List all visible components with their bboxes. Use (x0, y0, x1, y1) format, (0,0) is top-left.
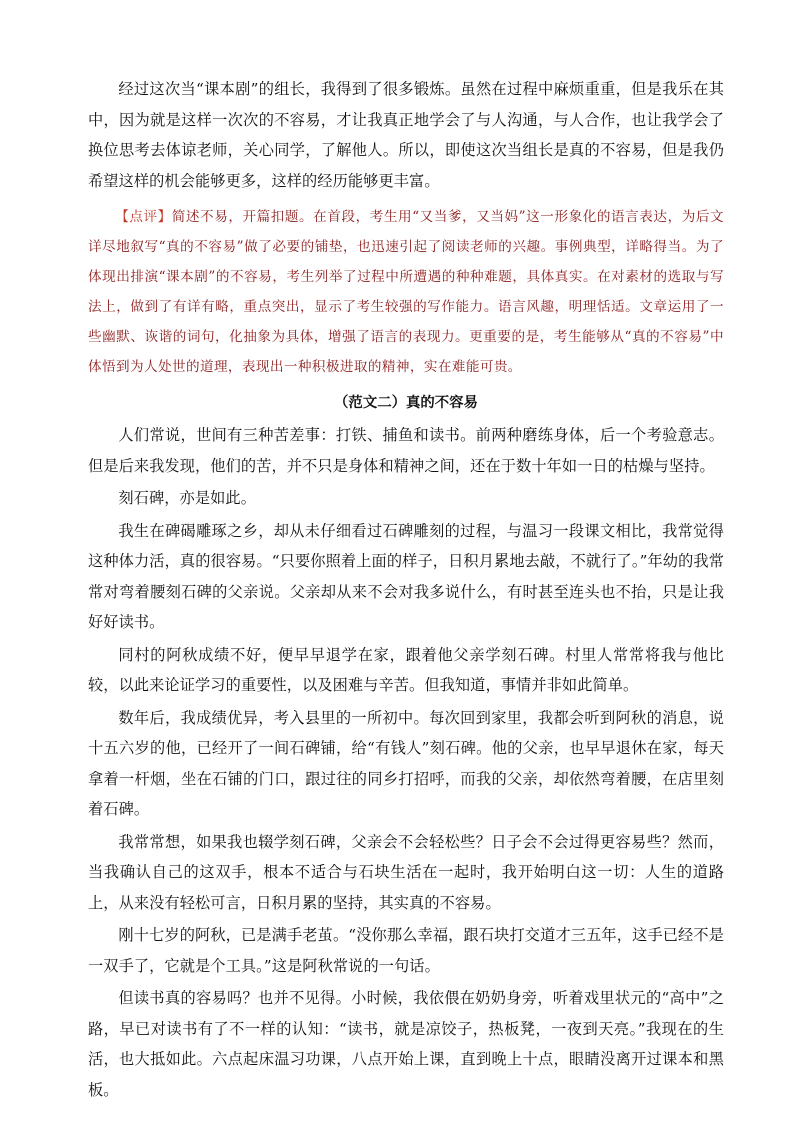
paragraph-3: 刻石碑，亦是如此。 (118, 489, 256, 507)
paragraph-4: 我生在碑碣雕琢之乡，却从未仔细看过石碑雕刻的过程，与温习一段课文相比，我常觉得这种体力活，真的很容易。“只要你照着上面的样子，日积月累地去敲，不就行了。”年幼的我常常对弯着腰刻石碑的父亲说。父亲却从来不会对我多说什么，有时甚至连头也不抬，只是让我好好读书。 (88, 521, 724, 631)
paragraph-2: 人们常说，世间有三种苦差事：打铁、捕鱼和读书。前两种磨练身体，后一个考验意志。但是后来我发现，他们的苦，并不只是身体和精神之间，还在于数十年如一日的枯燥与坚持。 (88, 426, 724, 475)
comment-text: 简述不易，开篇扣题。在首段，考生用“又当爹，又当妈”这一形象化的语言表达，为后文详尽地叙写“真的不容易”做了必要的铺垫，也迅速引起了阅读老师的兴趣。事例典型，详略得当。为了体现出排演“课本剧”的不容易，考生列举了过程中所遭遇的种种难题，具体真实。在对素材的选取与写法上，做到了有详有略，重点突出，显示了考生较强的写作能力。语言风趣，明理恬适。文章运用了一些幽默、诙谐的词句，化抽象为具体，增强了语言的表现力。更重要的是，考生能够从“真的不容易”中体悟到为人处世的道理，表现出一种积极进取的精神，实在难能可贵。 (88, 209, 724, 375)
paragraph-6: 数年后，我成绩优异，考入县里的一所初中。每次回到家里，我都会听到阿秋的消息，说十五六岁的他，已经开了一间石碑铺，给“有钱人”刻石碑。他的父亲，也早早退休在家，每天拿着一杆烟，坐在石铺的门口，跟过往的同乡打招呼，而我的父亲，却依然弯着腰，在店里刻着石碑。 (88, 708, 724, 818)
paragraph-5: 同村的阿秋成绩不好，便早早退学在家，跟着他父亲学刻石碑。村里人常常将我与他比较，以此来论证学习的重要性，以及困难与辛苦。但我知道，事情并非如此简单。 (88, 645, 724, 694)
paragraph-9: 但读书真的容易吗？也并不见得。小时候，我依偎在奶奶身旁，听着戏里状元的“高中”之路，早已对读书有了不一样的认知：“读书，就是凉饺子，热板凳，一夜到天亮。”我现在的生活，也大抵如此。六点起床温习功课，八点开始上课，直到晚上十点，眼睛没离开过课本和黑板。 (88, 989, 724, 1099)
paragraph-7: 我常常想，如果我也辍学刻石碑，父亲会不会轻松些？日子会不会过得更容易些？然而，当我确认自己的这双手，根本不适合与石块生活在一起时，我开始明白这一切：人生的道路上，从来没有轻松可言，日积月累的坚持，其实真的不容易。 (88, 832, 724, 912)
comment-tag: 【点评】 (115, 209, 172, 225)
paragraph-8: 刚十七岁的阿秋，已是满手老茧。“没你那么幸福，跟石块打交道才三五年，这手已经不是一双手了，它就是个工具。”这是阿秋常说的一句话。 (88, 926, 724, 975)
document-body (88, 74, 724, 1105)
comment-paragraph (88, 202, 724, 382)
section-title: （范文二）真的不容易 (334, 395, 478, 411)
paragraph-1: 经过这次当“课本剧”的组长，我得到了很多锻炼。虽然在过程中麻烦重重，但是我乐在其中，因为就是这样一次次的不容易，才让我真正地学会了与人沟通，与人合作，也让我学会了换位思考去体谅老师，关心同学，了解他人。所以，即使这次当组长是真的不容易，但是我仍希望这样的机会能够更多，这样的经历能够更丰富。 (88, 80, 724, 190)
